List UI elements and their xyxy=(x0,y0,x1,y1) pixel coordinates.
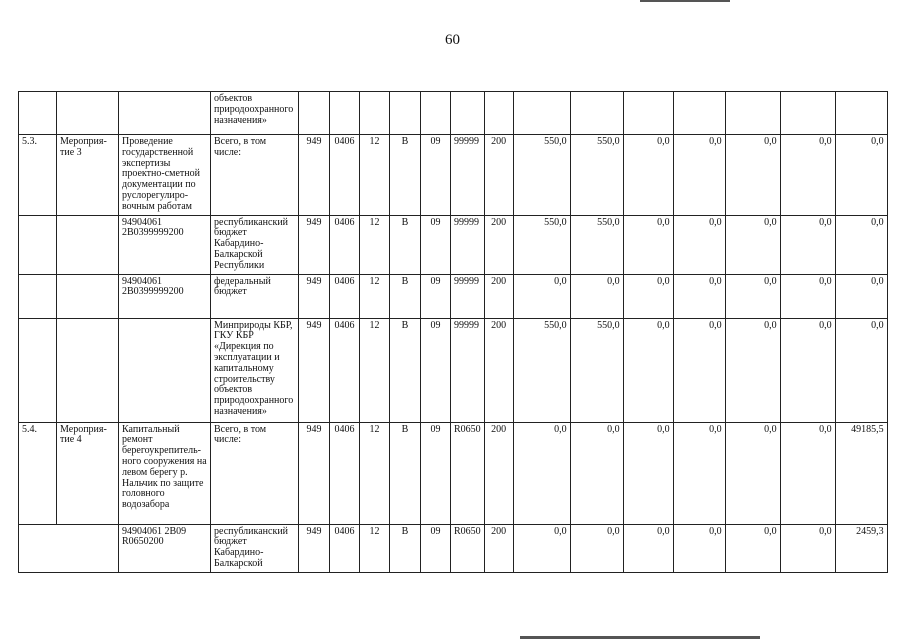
cell-source: республиканский бюджет Кабардино- Балкарской xyxy=(211,524,299,572)
cell-year-7: 0,0 xyxy=(835,215,887,274)
cell-number: 5.4. xyxy=(19,422,57,524)
cell-vr: 200 xyxy=(484,215,513,274)
cell-gp: 12 xyxy=(360,215,390,274)
cell-description: Капитальный ремонт берегоукрепитель- ного сооружения на левом берегу р. Нальчик по защите головного водозабора xyxy=(119,422,211,524)
scan-artifact-top xyxy=(640,0,730,2)
cell-type xyxy=(57,318,119,422)
cell-vr: 200 xyxy=(484,524,513,572)
cell-year-4: 0,0 xyxy=(673,135,725,216)
cell-year-1 xyxy=(513,92,570,135)
cell-grbs: 949 xyxy=(299,215,330,274)
table-row xyxy=(19,318,888,422)
cell-year-6: 0,0 xyxy=(780,318,835,422)
cell-year-3 xyxy=(623,92,673,135)
cell-gp: 12 xyxy=(360,422,390,524)
cell-grbs: 949 xyxy=(299,135,330,216)
cell-om: 09 xyxy=(421,524,451,572)
cell-year-4 xyxy=(673,92,725,135)
cell-year-3: 0,0 xyxy=(623,274,673,318)
cell-grbs: 949 xyxy=(299,422,330,524)
cell-year-6: 0,0 xyxy=(780,274,835,318)
cell-vr: 200 xyxy=(484,318,513,422)
cell-year-2: 0,0 xyxy=(570,274,623,318)
cell-year-7: 2459,3 xyxy=(835,524,887,572)
cell-year-2: 550,0 xyxy=(570,135,623,216)
cell-number xyxy=(19,215,57,274)
cell-year-3: 0,0 xyxy=(623,135,673,216)
cell-year-6 xyxy=(780,92,835,135)
cell-type xyxy=(57,92,119,135)
cell-gp: 12 xyxy=(360,318,390,422)
cell-gp xyxy=(360,92,390,135)
cell-year-5: 0,0 xyxy=(725,422,780,524)
cell-year-5 xyxy=(725,92,780,135)
cell-year-7: 49185,5 xyxy=(835,422,887,524)
cell-year-6: 0,0 xyxy=(780,135,835,216)
cell-year-5: 0,0 xyxy=(725,135,780,216)
cell-napr xyxy=(451,92,485,135)
cell-om: 09 xyxy=(421,274,451,318)
cell-napr: 99999 xyxy=(451,318,485,422)
cell-vr xyxy=(484,92,513,135)
cell-year-1: 0,0 xyxy=(513,422,570,524)
cell-source: Всего, в том числе: xyxy=(211,422,299,524)
cell-code: 94904061 2В09 R0650200 xyxy=(119,524,211,572)
cell-code: 94904061 2В0399999200 xyxy=(119,215,211,274)
cell-source: республиканский бюджет Кабардино- Балкарской Республики xyxy=(211,215,299,274)
cell-grbs xyxy=(299,92,330,135)
scan-artifact-bottom xyxy=(520,636,760,639)
cell-om xyxy=(421,92,451,135)
cell-year-5: 0,0 xyxy=(725,524,780,572)
cell-year-4: 0,0 xyxy=(673,524,725,572)
cell-om: 09 xyxy=(421,135,451,216)
cell-source: объектов природоохранного назначения» xyxy=(211,92,299,135)
cell-description: Проведение государственной экспертизы проектно-сметной документации по руслорегулиро- вочным работам xyxy=(119,135,211,216)
cell-year-1: 0,0 xyxy=(513,274,570,318)
cell-type xyxy=(57,274,119,318)
cell-rzpr xyxy=(330,92,360,135)
cell-pgp: В xyxy=(390,274,421,318)
cell-gp: 12 xyxy=(360,135,390,216)
cell-pgp: В xyxy=(390,135,421,216)
cell-grbs: 949 xyxy=(299,524,330,572)
cell-year-3: 0,0 xyxy=(623,422,673,524)
cell-rzpr: 0406 xyxy=(330,318,360,422)
cell-description xyxy=(119,318,211,422)
cell-year-5: 0,0 xyxy=(725,274,780,318)
cell-year-1: 0,0 xyxy=(513,524,570,572)
cell-gp: 12 xyxy=(360,524,390,572)
cell-om: 09 xyxy=(421,318,451,422)
cell-rzpr: 0406 xyxy=(330,524,360,572)
cell-pgp: В xyxy=(390,318,421,422)
table-row xyxy=(19,524,888,572)
cell-year-7: 0,0 xyxy=(835,135,887,216)
cell-year-2 xyxy=(570,92,623,135)
cell-gp: 12 xyxy=(360,274,390,318)
cell-year-3: 0,0 xyxy=(623,524,673,572)
budget-table xyxy=(18,91,888,573)
cell-year-4: 0,0 xyxy=(673,422,725,524)
cell-napr: 99999 xyxy=(451,215,485,274)
cell-vr: 200 xyxy=(484,135,513,216)
cell-om: 09 xyxy=(421,215,451,274)
cell-year-1: 550,0 xyxy=(513,318,570,422)
page-number: 60 xyxy=(445,32,460,48)
cell-napr: 99999 xyxy=(451,274,485,318)
cell-year-7: 0,0 xyxy=(835,318,887,422)
cell-vr: 200 xyxy=(484,274,513,318)
cell-grbs: 949 xyxy=(299,274,330,318)
cell-number xyxy=(19,318,57,422)
cell-vr: 200 xyxy=(484,422,513,524)
cell-year-5: 0,0 xyxy=(725,318,780,422)
cell-code: 94904061 2В0399999200 xyxy=(119,274,211,318)
cell-year-5: 0,0 xyxy=(725,215,780,274)
table-row xyxy=(19,92,888,135)
cell-rzpr: 0406 xyxy=(330,274,360,318)
cell-rzpr: 0406 xyxy=(330,135,360,216)
cell-year-6: 0,0 xyxy=(780,422,835,524)
cell-year-3: 0,0 xyxy=(623,318,673,422)
cell-year-2: 0,0 xyxy=(570,524,623,572)
cell-number xyxy=(19,92,57,135)
cell-year-4: 0,0 xyxy=(673,274,725,318)
cell-year-1: 550,0 xyxy=(513,215,570,274)
table-row xyxy=(19,215,888,274)
cell-pgp: В xyxy=(390,215,421,274)
cell-rzpr: 0406 xyxy=(330,215,360,274)
cell-year-2: 550,0 xyxy=(570,215,623,274)
cell-rzpr: 0406 xyxy=(330,422,360,524)
cell-year-1: 550,0 xyxy=(513,135,570,216)
cell-year-3: 0,0 xyxy=(623,215,673,274)
cell-om: 09 xyxy=(421,422,451,524)
cell-year-6: 0,0 xyxy=(780,215,835,274)
cell-pgp: В xyxy=(390,524,421,572)
cell-type: Мероприя- тие 4 xyxy=(57,422,119,524)
cell-napr: R0650 xyxy=(451,524,485,572)
table-row xyxy=(19,135,888,216)
cell-year-4: 0,0 xyxy=(673,318,725,422)
table-row xyxy=(19,274,888,318)
cell-number xyxy=(19,274,57,318)
cell-source: Всего, в том числе: xyxy=(211,135,299,216)
cell-type: Мероприя- тие 3 xyxy=(57,135,119,216)
cell-year-2: 0,0 xyxy=(570,422,623,524)
cell-source: федеральный бюджет xyxy=(211,274,299,318)
table-row xyxy=(19,422,888,524)
cell-grbs: 949 xyxy=(299,318,330,422)
cell-napr: R0650 xyxy=(451,422,485,524)
cell-source: Минприроды КБР, ГКУ КБР «Дирекция по эксплуатации и капитальному строительству объектов природоохранного назначения» xyxy=(211,318,299,422)
cell-year-7 xyxy=(835,92,887,135)
cell-pgp: В xyxy=(390,422,421,524)
cell-number: 5.3. xyxy=(19,135,57,216)
cell-description xyxy=(119,92,211,135)
cell-year-6: 0,0 xyxy=(780,524,835,572)
cell-type xyxy=(57,215,119,274)
cell-napr: 99999 xyxy=(451,135,485,216)
cell-year-7: 0,0 xyxy=(835,274,887,318)
cell-year-4: 0,0 xyxy=(673,215,725,274)
cell-pgp xyxy=(390,92,421,135)
cell-year-2: 550,0 xyxy=(570,318,623,422)
cell-number xyxy=(19,524,119,572)
